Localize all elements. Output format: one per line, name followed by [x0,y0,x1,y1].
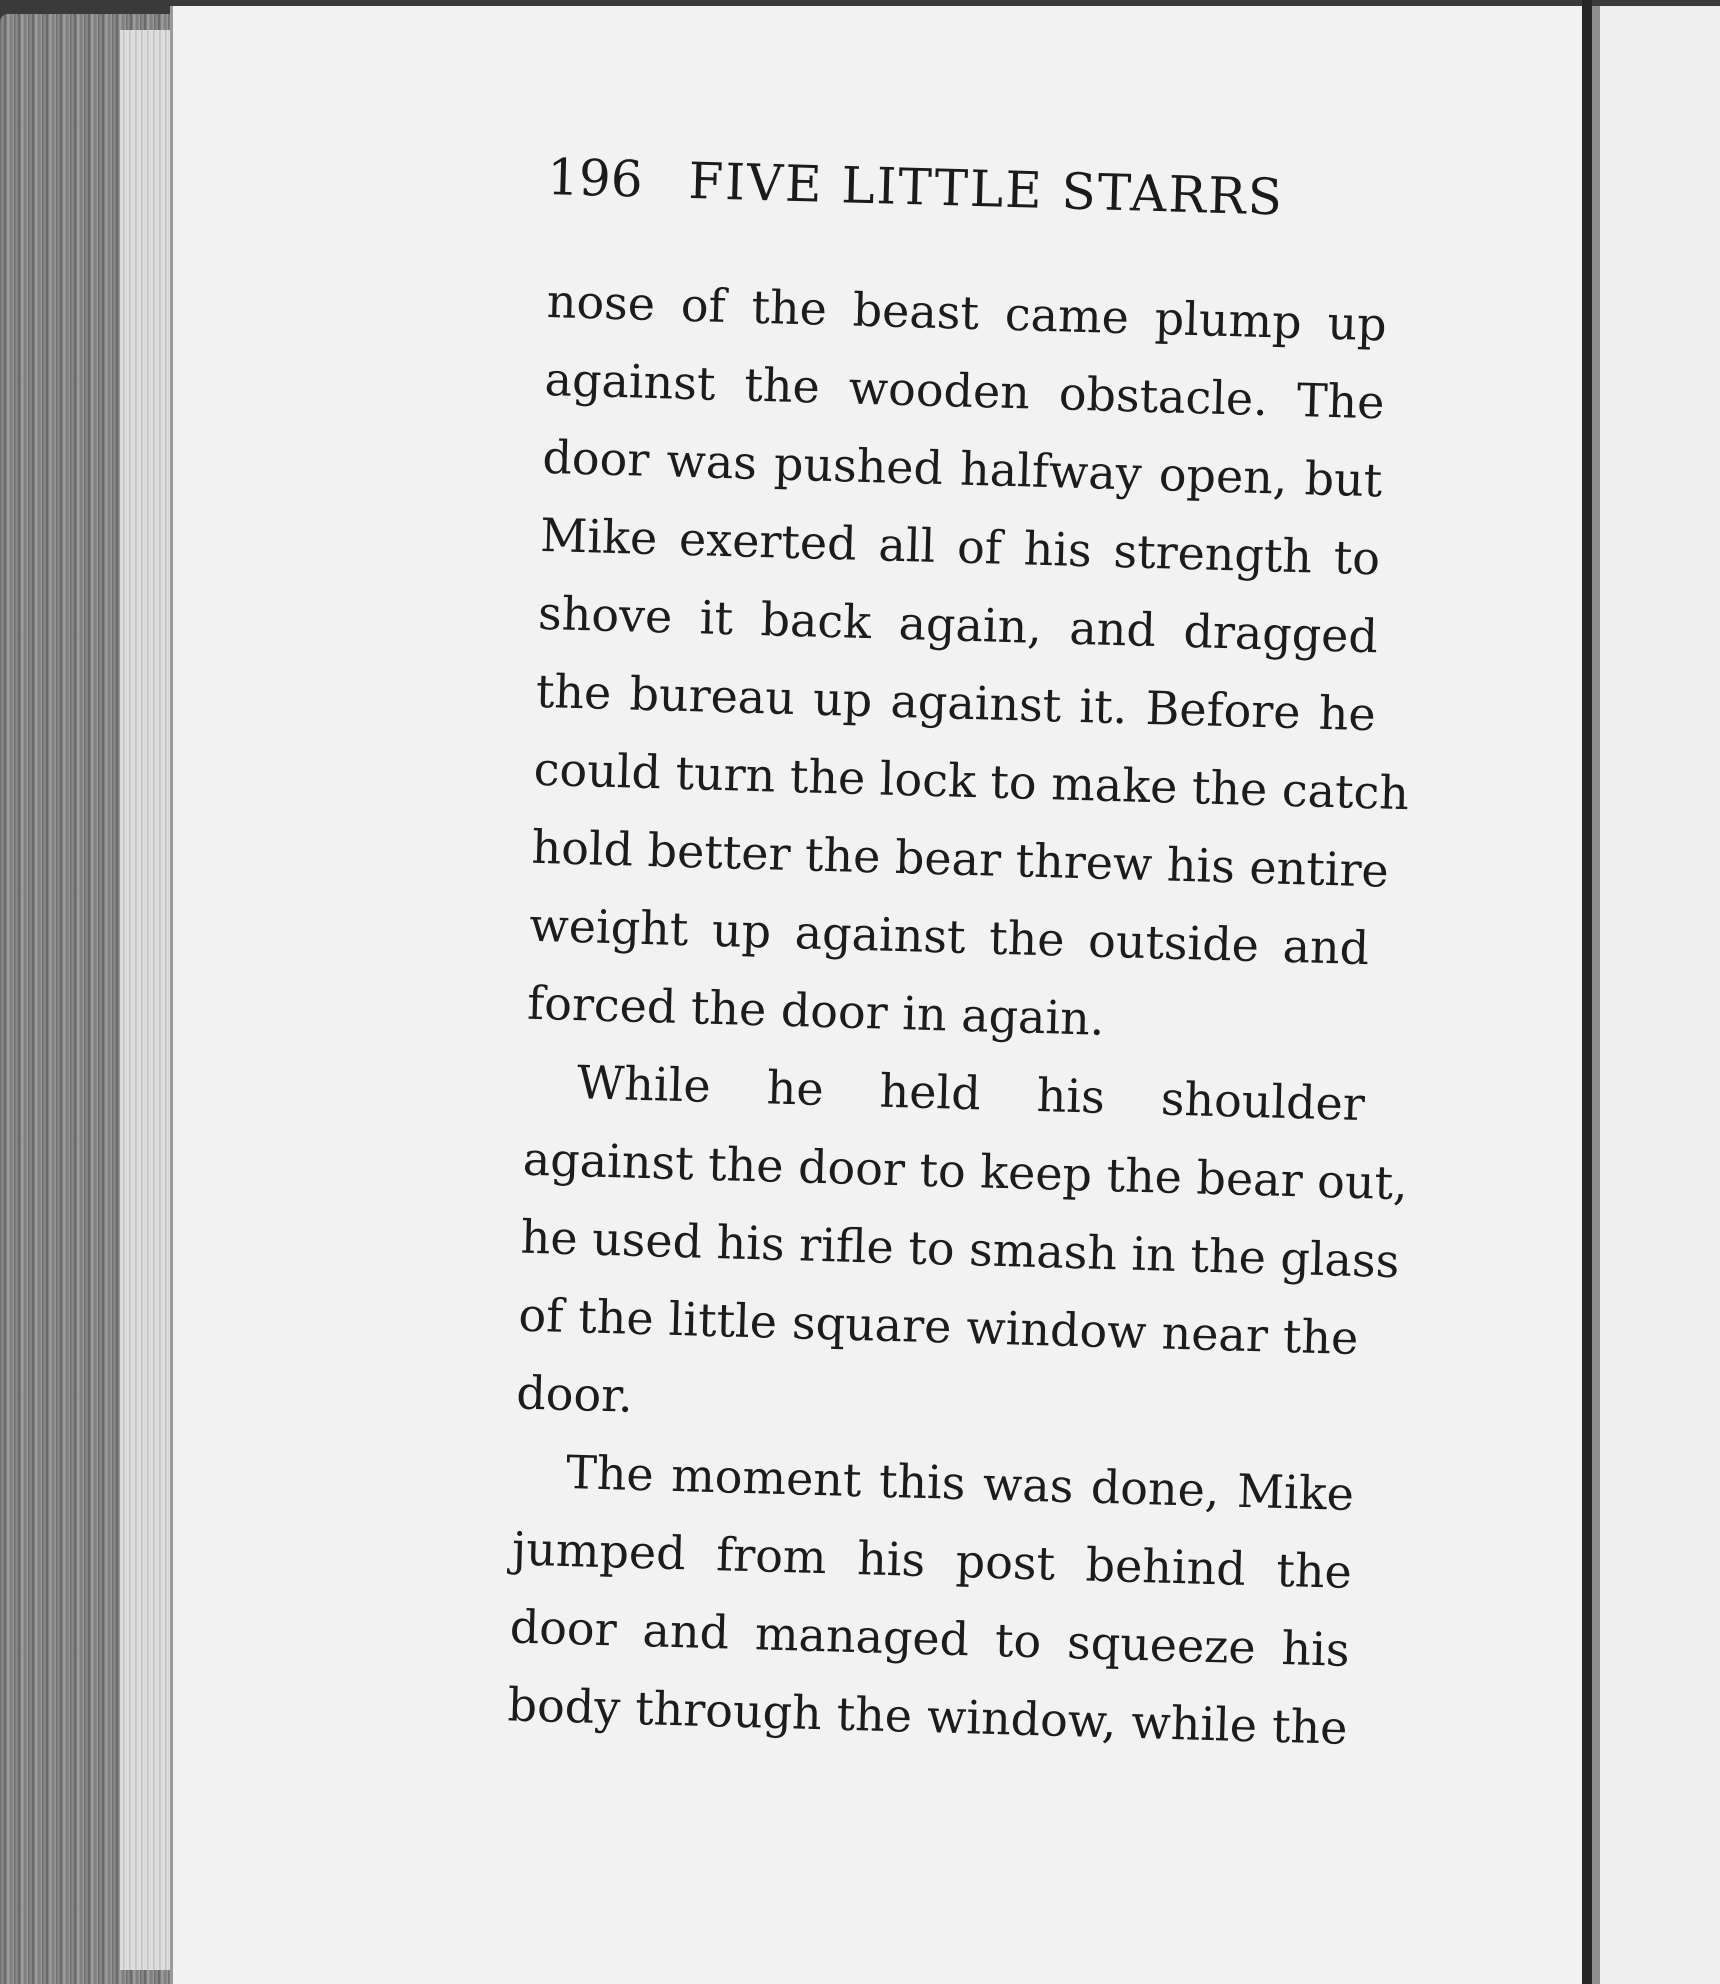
text-line: shove it back again, and dragged [537,585,1379,664]
text-line: he used his rifle to smash in the glass [520,1209,1401,1289]
text-line: against the door to keep the bear out, [522,1131,1409,1211]
book-title: FIVE LITTLE STARRS [687,151,1285,227]
book-gutter [1582,0,1592,1984]
text-line: of the little square window near the [517,1287,1360,1366]
paragraph [515,1042,1409,1455]
text-line: The moment this was done, Mike [565,1444,1355,1521]
text-line: body through the window, while the [506,1677,1349,1755]
text-line: forced the door in again. [526,975,1106,1046]
text-line: against the wooden obstacle. The [543,351,1386,430]
text-line: nose of the beast came plump up [546,273,1388,352]
text-line: door was pushed halfway open, but [541,429,1383,508]
paragraph [526,262,1410,1065]
text-line: Mike exerted all of his strength to [539,507,1381,586]
text-line: door. [515,1365,634,1423]
text-line: hold better the bear threw his entire [530,819,1390,898]
paragraph [507,1432,1355,1767]
text-line: could turn the lock to make the catch [533,741,1410,821]
text-line: While he held his shoulder [576,1055,1366,1132]
body-text [506,262,1410,1767]
page-number: 196 [546,148,644,209]
text-line: door and managed to squeeze his [509,1599,1351,1677]
text-line: weight up against the outside and [528,897,1370,976]
text-line: the bureau up against it. Before he [535,663,1377,742]
facing-page-edge [1592,6,1600,1984]
facing-page [1592,6,1720,1984]
text-line: jumped from his post behind the [511,1521,1353,1599]
